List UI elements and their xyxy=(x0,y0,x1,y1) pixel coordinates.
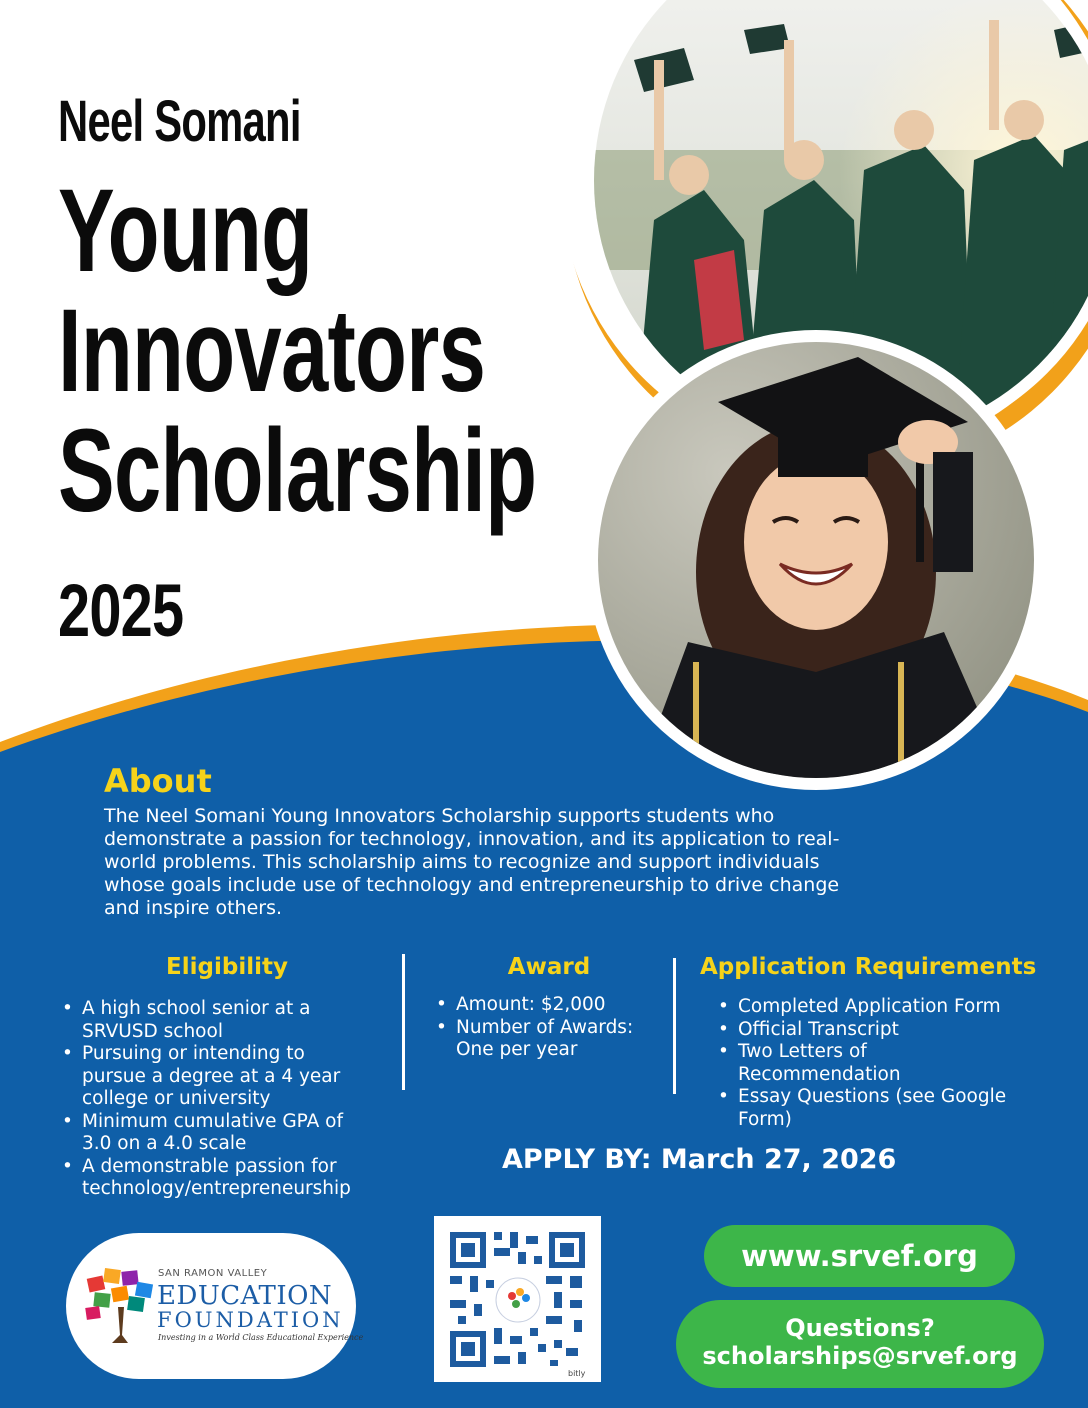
about-line: whose goals include use of technology and entrepreneurship to drive change xyxy=(104,874,840,896)
logo-foundation-text: FOUNDATION xyxy=(157,1308,344,1332)
about-line: and inspire others. xyxy=(104,897,283,919)
list-item-line: • Amount: $2,000 xyxy=(456,994,606,1015)
list-item xyxy=(456,994,662,1017)
list-item-line: • Two Letters of xyxy=(738,1041,867,1062)
list-item-line: • Minimum cumulative GPA of xyxy=(82,1110,344,1132)
award-heading: Award xyxy=(507,954,591,980)
list-item-line: • Completed Application Form xyxy=(738,996,1001,1017)
list-item xyxy=(738,1019,1050,1042)
title-line-young: Young xyxy=(58,165,313,297)
about-line: demonstrate a passion for technology, innovation, and its application to real- xyxy=(104,828,840,850)
apply-by-deadline: APPLY BY: March 27, 2026 xyxy=(502,1144,897,1175)
requirements-list xyxy=(700,996,1050,1131)
contact-questions-label: Questions? xyxy=(785,1314,935,1342)
list-item-line: pursue a degree at a 4 year xyxy=(82,1065,341,1087)
eligibility-heading: Eligibility xyxy=(166,954,288,980)
list-item xyxy=(82,998,392,1043)
list-item-line: • Official Transcript xyxy=(738,1018,899,1040)
title-year: 2025 xyxy=(58,569,184,652)
eligibility-list xyxy=(62,998,392,1201)
website-link-button[interactable]: www.srvef.org xyxy=(704,1225,1015,1287)
requirements-heading: Application Requirements xyxy=(700,954,1037,980)
list-item xyxy=(738,996,1050,1019)
list-item-line: • A high school senior at a xyxy=(82,998,311,1019)
graduate-portrait-photo xyxy=(586,330,1046,790)
logo-small-text: SAN RAMON VALLEY xyxy=(158,1268,268,1279)
list-item-line: technology/entrepreneurship xyxy=(82,1178,351,1199)
tree-logo-icon xyxy=(84,1265,156,1347)
column-divider xyxy=(673,958,676,1094)
list-item xyxy=(82,1043,392,1111)
contact-email-button[interactable] xyxy=(676,1300,1044,1388)
list-item xyxy=(738,1041,1050,1086)
requirements-section xyxy=(700,954,1050,1131)
list-item-line: Recommendation xyxy=(738,1063,901,1085)
list-item-line: • Pursuing or intending to xyxy=(82,1043,305,1064)
about-paragraph xyxy=(104,805,984,920)
list-item xyxy=(82,1111,392,1156)
column-divider xyxy=(402,954,405,1090)
title-line-innovators: Innovators xyxy=(58,285,486,417)
list-item-line: 3.0 on a 4.0 scale xyxy=(82,1133,247,1154)
logo-tagline: Investing in a World Class Educational Experience xyxy=(158,1333,364,1342)
title-line-scholarship: Scholarship xyxy=(58,405,537,537)
list-item xyxy=(456,1017,662,1062)
award-section xyxy=(436,954,662,1062)
list-item-line: SRVUSD school xyxy=(82,1020,223,1042)
list-item-line: • Number of Awards: xyxy=(456,1016,634,1038)
eligibility-section xyxy=(62,954,392,1201)
list-item-line: Form) xyxy=(738,1108,792,1130)
list-item xyxy=(82,1156,392,1201)
logo-education-text: EDUCATION xyxy=(157,1281,333,1311)
about-line: world problems. This scholarship aims to recognize and support individuals xyxy=(104,851,820,873)
qr-brand-label: bitly xyxy=(568,1369,586,1378)
award-list xyxy=(436,994,662,1062)
list-item-line: One per year xyxy=(456,1039,578,1060)
list-item xyxy=(738,1086,1050,1131)
qr-code-graphic xyxy=(434,1216,601,1382)
list-item-line: college or university xyxy=(82,1088,271,1109)
list-item-line: • Essay Questions (see Google xyxy=(738,1086,1007,1107)
contact-email-text: scholarships@srvef.org xyxy=(702,1342,1018,1370)
about-heading: About xyxy=(104,762,212,800)
scholarship-sponsor-name: Neel Somani xyxy=(58,89,301,154)
about-line: The Neel Somani Young Innovators Scholarship supports students who xyxy=(104,805,775,827)
qr-code[interactable] xyxy=(434,1216,601,1382)
list-item-line: • A demonstrable passion for xyxy=(82,1155,337,1177)
